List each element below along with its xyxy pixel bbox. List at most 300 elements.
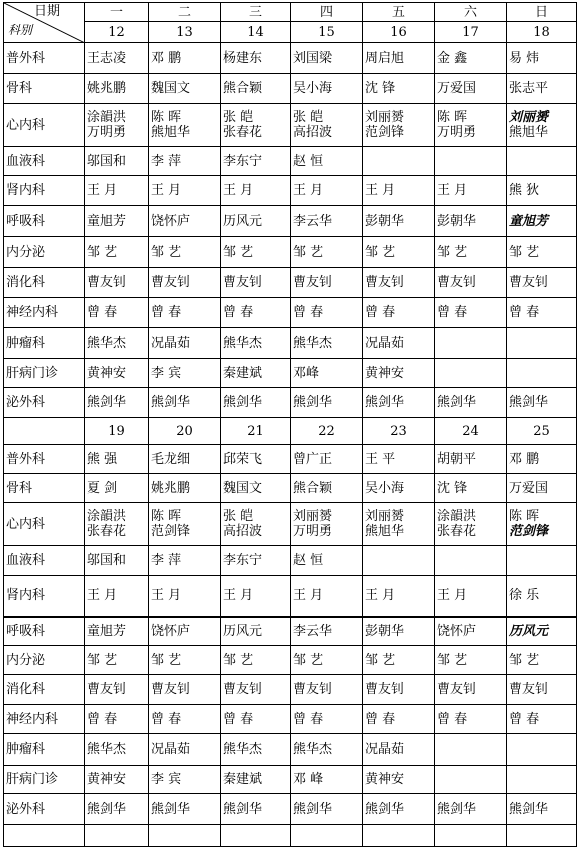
doctor-name: 沈 锋 — [437, 480, 468, 496]
doctor-name: 邹 艺 — [365, 244, 396, 260]
doctor-name: 饶怀庐 — [151, 623, 191, 639]
doctor-name: 张春花 — [437, 524, 477, 539]
doctor-name: 王 月 — [87, 588, 118, 604]
date-cell: 20 — [149, 418, 221, 445]
duty-roster-table — [3, 2, 577, 847]
duty-cell — [291, 388, 363, 418]
doctor-name: 熊剑华 — [87, 801, 127, 817]
duty-cell — [435, 734, 507, 766]
doctor-name: 黄神安 — [365, 772, 405, 787]
doctor-name: 李云华 — [293, 623, 333, 639]
duty-cell — [85, 734, 149, 766]
doctor-name: 童旭芳 — [87, 623, 127, 639]
department-label: 肿瘤科 — [4, 328, 85, 359]
date-cell: 22 — [291, 418, 363, 445]
doctor-name: 熊剑华 — [87, 395, 127, 410]
duty-cell — [363, 206, 435, 237]
doctor-name: 曹友钊 — [87, 275, 127, 290]
doctor-name: 熊剑华 — [293, 801, 333, 817]
doctor-name: 熊剑华 — [437, 801, 477, 817]
duty-cell — [221, 617, 291, 646]
duty-cell — [435, 43, 507, 74]
roster-row — [4, 104, 577, 147]
duty-cell — [435, 474, 507, 503]
department-label: 泌外科 — [4, 388, 85, 418]
doctor-name: 曾 春 — [509, 711, 540, 727]
duty-cell — [435, 147, 507, 176]
doctor-name: 曾 春 — [151, 305, 182, 320]
doctor-name: 饶怀庐 — [151, 213, 191, 229]
doctor-name: 张 皑 — [223, 509, 254, 524]
duty-cell — [291, 675, 363, 705]
duty-cell — [435, 298, 507, 328]
duty-cell — [291, 268, 363, 298]
doctor-name: 张 皑 — [293, 110, 324, 125]
roster-row — [4, 268, 577, 298]
duty-cell — [291, 237, 363, 268]
doctor-name: 李东宁 — [223, 553, 263, 568]
doctor-name: 况晶茹 — [151, 742, 191, 757]
duty-cell — [221, 104, 291, 147]
duty-cell — [435, 576, 507, 617]
doctor-name: 涂韻洪 — [87, 110, 127, 125]
duty-cell — [149, 298, 221, 328]
doctor-name: 熊合颖 — [223, 81, 263, 96]
doctor-name: 邱荣飞 — [223, 451, 263, 467]
doctor-name: 李 宾 — [151, 772, 182, 787]
doctor-name: 邹 艺 — [293, 244, 324, 260]
duty-cell — [291, 74, 363, 104]
duty-cell — [149, 445, 221, 474]
duty-cell — [149, 104, 221, 147]
doctor-name: 陈 晖 — [151, 110, 182, 125]
doctor-name: 曹友钊 — [223, 275, 263, 290]
doctor-name: 邓 鹏 — [151, 50, 182, 66]
doctor-name: 邹 艺 — [151, 244, 182, 260]
duty-cell — [221, 206, 291, 237]
duty-cell — [291, 445, 363, 474]
weekday-header: 二 — [149, 3, 221, 22]
duty-cell — [291, 104, 363, 147]
duty-cell — [85, 104, 149, 147]
doctor-name: 曹友钊 — [293, 682, 333, 697]
duty-cell — [149, 43, 221, 74]
doctor-name: 黄神安 — [87, 365, 127, 381]
doctor-name: 曹友钊 — [223, 682, 263, 697]
doctor-name: 历风元 — [509, 623, 549, 639]
duty-cell — [221, 546, 291, 576]
doctor-name: 范剑锋 — [151, 524, 191, 539]
roster-row — [4, 675, 577, 705]
duty-cell — [149, 206, 221, 237]
doctor-name: 邹 艺 — [365, 652, 396, 668]
doctor-name: 李东宁 — [223, 153, 263, 169]
doctor-name: 历风元 — [223, 213, 263, 229]
doctor-name: 曾 春 — [365, 711, 396, 727]
date-cell: 18 — [507, 22, 577, 43]
duty-cell — [85, 176, 149, 206]
duty-cell — [363, 474, 435, 503]
duty-cell — [507, 328, 577, 359]
department-label: 神经内科 — [4, 298, 85, 328]
doctor-name: 曾 春 — [293, 711, 324, 727]
department-label: 消化科 — [4, 268, 85, 298]
doctor-name: 王 月 — [365, 588, 396, 604]
duty-cell — [435, 503, 507, 546]
blank-cell — [4, 825, 85, 847]
duty-cell — [149, 617, 221, 646]
duty-cell — [363, 298, 435, 328]
doctor-name: 况晶茹 — [365, 335, 405, 351]
doctor-name: 曹友钊 — [87, 682, 127, 697]
duty-cell — [221, 359, 291, 388]
doctor-name: 王 月 — [437, 588, 468, 604]
blank-cell — [291, 825, 363, 847]
duty-cell — [435, 445, 507, 474]
date-cell: 16 — [363, 22, 435, 43]
duty-cell — [221, 298, 291, 328]
doctor-name: 熊剑华 — [437, 395, 477, 410]
doctor-name: 吴小海 — [365, 480, 405, 496]
date-cell: 23 — [363, 418, 435, 445]
department-label: 呼吸科 — [4, 206, 85, 237]
department-label: 普外科 — [4, 43, 85, 74]
blank-cell — [507, 825, 577, 847]
doctor-name: 曹友钊 — [293, 275, 333, 290]
duty-cell — [221, 328, 291, 359]
roster-row — [4, 206, 577, 237]
department-label: 肾内科 — [4, 576, 85, 617]
duty-cell — [85, 766, 149, 794]
date-cell: 21 — [221, 418, 291, 445]
doctor-name: 王 月 — [223, 183, 254, 198]
duty-cell — [363, 617, 435, 646]
duty-cell — [507, 147, 577, 176]
duty-cell — [363, 268, 435, 298]
department-label: 骨科 — [4, 74, 85, 104]
doctor-name: 邬国和 — [87, 553, 127, 568]
doctor-name: 彭朝华 — [365, 623, 405, 639]
doctor-name: 曾广正 — [293, 451, 333, 467]
doctor-name: 范剑锋 — [365, 125, 405, 140]
department-label: 内分泌 — [4, 237, 85, 268]
duty-cell — [149, 268, 221, 298]
doctor-name: 秦建斌 — [223, 365, 263, 381]
doctor-name: 曹友钊 — [365, 682, 405, 697]
duty-cell — [507, 675, 577, 705]
duty-cell — [507, 206, 577, 237]
doctor-name: 秦建斌 — [223, 772, 263, 787]
duty-cell — [149, 675, 221, 705]
duty-cell — [149, 734, 221, 766]
duty-cell — [149, 705, 221, 734]
doctor-name: 范剑锋 — [509, 524, 549, 539]
doctor-name: 王 月 — [151, 183, 182, 198]
roster-row — [4, 147, 577, 176]
duty-cell — [149, 328, 221, 359]
duty-cell — [221, 237, 291, 268]
date-cell: 24 — [435, 418, 507, 445]
duty-cell — [149, 794, 221, 825]
doctor-name: 熊华杰 — [87, 742, 127, 757]
doctor-name: 王 月 — [293, 588, 324, 604]
date-cell: 14 — [221, 22, 291, 43]
roster-row — [4, 474, 577, 503]
doctor-name: 曾 春 — [437, 711, 468, 727]
weekday-header: 日 — [507, 3, 577, 22]
doctor-name: 姚兆鹏 — [151, 480, 191, 496]
doctor-name: 曾 春 — [87, 305, 118, 320]
roster-row — [4, 734, 577, 766]
doctor-name: 赵 恒 — [293, 153, 324, 169]
doctor-name: 刘丽赟 — [509, 110, 549, 125]
doctor-name: 童旭芳 — [509, 213, 549, 229]
doctor-name: 曾 春 — [293, 305, 324, 320]
doctor-name: 熊 强 — [87, 451, 118, 467]
weekday-header: 五 — [363, 3, 435, 22]
doctor-name: 况晶茹 — [365, 742, 405, 757]
doctor-name: 杨建东 — [223, 50, 263, 66]
roster-row — [4, 43, 577, 74]
weekday-header: 三 — [221, 3, 291, 22]
doctor-name: 黄神安 — [365, 365, 405, 381]
department-label: 肝病门诊 — [4, 359, 85, 388]
roster-row — [4, 617, 577, 646]
duty-cell — [85, 474, 149, 503]
duty-cell — [291, 734, 363, 766]
date-cell: 19 — [85, 418, 149, 445]
doctor-name: 金 鑫 — [437, 50, 468, 66]
doctor-name: 邬国和 — [87, 153, 127, 169]
roster-row — [4, 503, 577, 546]
duty-cell — [435, 646, 507, 675]
blank-cell — [363, 825, 435, 847]
duty-cell — [507, 104, 577, 147]
roster-row — [4, 388, 577, 418]
doctor-name: 黄神安 — [87, 772, 127, 787]
duty-cell — [85, 576, 149, 617]
date-cell: 15 — [291, 22, 363, 43]
duty-cell — [85, 298, 149, 328]
doctor-name: 曹友钊 — [437, 682, 477, 697]
duty-cell — [85, 705, 149, 734]
doctor-name: 王 月 — [365, 183, 396, 198]
doctor-name: 熊剑华 — [223, 395, 263, 410]
duty-cell — [221, 734, 291, 766]
doctor-name: 万明勇 — [87, 125, 127, 140]
doctor-name: 邹 艺 — [223, 652, 254, 668]
duty-cell — [435, 546, 507, 576]
duty-cell — [85, 503, 149, 546]
doctor-name: 熊华杰 — [293, 742, 333, 757]
duty-cell — [363, 503, 435, 546]
duty-cell — [507, 445, 577, 474]
duty-cell — [291, 766, 363, 794]
duty-cell — [291, 328, 363, 359]
duty-cell — [221, 503, 291, 546]
duty-cell — [85, 546, 149, 576]
duty-cell — [507, 474, 577, 503]
duty-cell — [291, 794, 363, 825]
doctor-name: 童旭芳 — [87, 213, 127, 229]
doctor-name: 赵 恒 — [293, 553, 324, 568]
doctor-name: 熊剑华 — [293, 395, 333, 410]
doctor-name: 王 月 — [151, 588, 182, 604]
department-label: 肿瘤科 — [4, 734, 85, 766]
doctor-name: 彭朝华 — [437, 213, 477, 229]
weekday-header-row — [4, 3, 577, 22]
duty-cell — [221, 43, 291, 74]
duty-cell — [363, 766, 435, 794]
doctor-name: 邹 艺 — [509, 652, 540, 668]
duty-cell — [149, 74, 221, 104]
date-row — [4, 22, 577, 43]
duty-cell — [291, 646, 363, 675]
doctor-name: 曾 春 — [509, 305, 540, 320]
doctor-name: 涂韻洪 — [437, 509, 477, 524]
roster-row — [4, 359, 577, 388]
doctor-name: 张春花 — [87, 524, 127, 539]
doctor-name: 熊合颖 — [293, 480, 333, 496]
doctor-name: 张 皑 — [223, 110, 254, 125]
duty-cell — [85, 237, 149, 268]
duty-cell — [507, 74, 577, 104]
duty-cell — [507, 794, 577, 825]
duty-cell — [149, 546, 221, 576]
doctor-name: 熊剑华 — [151, 395, 191, 410]
doctor-name: 李云华 — [293, 213, 333, 229]
duty-cell — [507, 734, 577, 766]
doctor-name: 邓 鹏 — [509, 451, 540, 467]
doctor-name: 熊旭华 — [151, 125, 191, 140]
duty-cell — [149, 474, 221, 503]
doctor-name: 熊华杰 — [223, 742, 263, 757]
duty-cell — [291, 503, 363, 546]
doctor-name: 彭朝华 — [365, 213, 405, 229]
duty-cell — [85, 646, 149, 675]
duty-cell — [435, 328, 507, 359]
doctor-name: 邹 艺 — [293, 652, 324, 668]
doctor-name: 王 月 — [293, 183, 324, 198]
duty-cell — [363, 675, 435, 705]
doctor-name: 王 月 — [87, 183, 118, 198]
doctor-name: 魏国文 — [223, 480, 263, 496]
duty-cell — [149, 147, 221, 176]
doctor-name: 万明勇 — [437, 125, 477, 140]
doctor-name: 王 平 — [365, 451, 396, 467]
duty-cell — [435, 359, 507, 388]
department-label: 普外科 — [4, 445, 85, 474]
doctor-name: 邹 艺 — [87, 244, 118, 260]
duty-cell — [85, 388, 149, 418]
duty-cell — [363, 546, 435, 576]
duty-cell — [363, 705, 435, 734]
doctor-name: 吴小海 — [293, 81, 333, 96]
duty-cell — [507, 705, 577, 734]
duty-cell — [507, 388, 577, 418]
duty-cell — [435, 268, 507, 298]
roster-row — [4, 298, 577, 328]
roster-row — [4, 328, 577, 359]
duty-cell — [85, 675, 149, 705]
duty-cell — [507, 359, 577, 388]
duty-cell — [363, 794, 435, 825]
duty-cell — [363, 576, 435, 617]
duty-cell — [221, 268, 291, 298]
corner-dept-label: 科别 — [8, 23, 33, 37]
duty-cell — [507, 576, 577, 617]
doctor-name: 高招波 — [293, 125, 333, 140]
doctor-name: 熊 狄 — [509, 183, 540, 198]
doctor-name: 万爱国 — [437, 81, 477, 96]
weekday-header: 一 — [85, 3, 149, 22]
doctor-name: 夏 剑 — [87, 480, 118, 496]
doctor-name: 万明勇 — [293, 524, 333, 539]
duty-cell — [507, 43, 577, 74]
duty-cell — [221, 766, 291, 794]
doctor-name: 饶怀庐 — [437, 623, 477, 639]
blank-cell — [149, 825, 221, 847]
department-label: 骨科 — [4, 474, 85, 503]
roster-row — [4, 445, 577, 474]
header-corner — [4, 3, 85, 43]
doctor-name: 周启旭 — [365, 50, 405, 66]
doctor-name: 熊旭华 — [509, 125, 549, 140]
duty-cell — [221, 176, 291, 206]
duty-cell — [435, 388, 507, 418]
doctor-name: 熊旭华 — [365, 524, 405, 539]
duty-cell — [435, 705, 507, 734]
duty-cell — [435, 74, 507, 104]
duty-cell — [85, 147, 149, 176]
doctor-name: 王志凌 — [87, 50, 127, 66]
duty-cell — [221, 474, 291, 503]
doctor-name: 姚兆鹏 — [87, 81, 127, 96]
blank-cell — [435, 825, 507, 847]
duty-cell — [149, 646, 221, 675]
department-label: 心内科 — [4, 104, 85, 147]
department-label: 血液科 — [4, 147, 85, 176]
duty-cell — [85, 794, 149, 825]
doctor-name: 万爱国 — [509, 480, 549, 496]
doctor-name: 曹友钊 — [509, 275, 549, 290]
duty-cell — [291, 576, 363, 617]
duty-cell — [149, 359, 221, 388]
duty-cell — [363, 237, 435, 268]
duty-cell — [85, 206, 149, 237]
department-label: 内分泌 — [4, 646, 85, 675]
roster-row — [4, 74, 577, 104]
department-label: 血液科 — [4, 546, 85, 576]
duty-cell — [363, 646, 435, 675]
department-label: 泌外科 — [4, 794, 85, 825]
duty-cell — [363, 74, 435, 104]
department-label: 肾内科 — [4, 176, 85, 206]
duty-cell — [507, 617, 577, 646]
doctor-name: 邹 艺 — [437, 244, 468, 260]
roster-row — [4, 576, 577, 617]
doctor-name: 曹友钊 — [437, 275, 477, 290]
doctor-name: 毛龙细 — [151, 451, 191, 467]
duty-cell — [435, 104, 507, 147]
doctor-name: 李 萍 — [151, 153, 182, 169]
doctor-name: 邹 艺 — [223, 244, 254, 260]
roster-row — [4, 546, 577, 576]
duty-cell — [507, 268, 577, 298]
roster-row — [4, 176, 577, 206]
doctor-name: 曾 春 — [223, 305, 254, 320]
doctor-name: 熊华杰 — [293, 335, 333, 351]
